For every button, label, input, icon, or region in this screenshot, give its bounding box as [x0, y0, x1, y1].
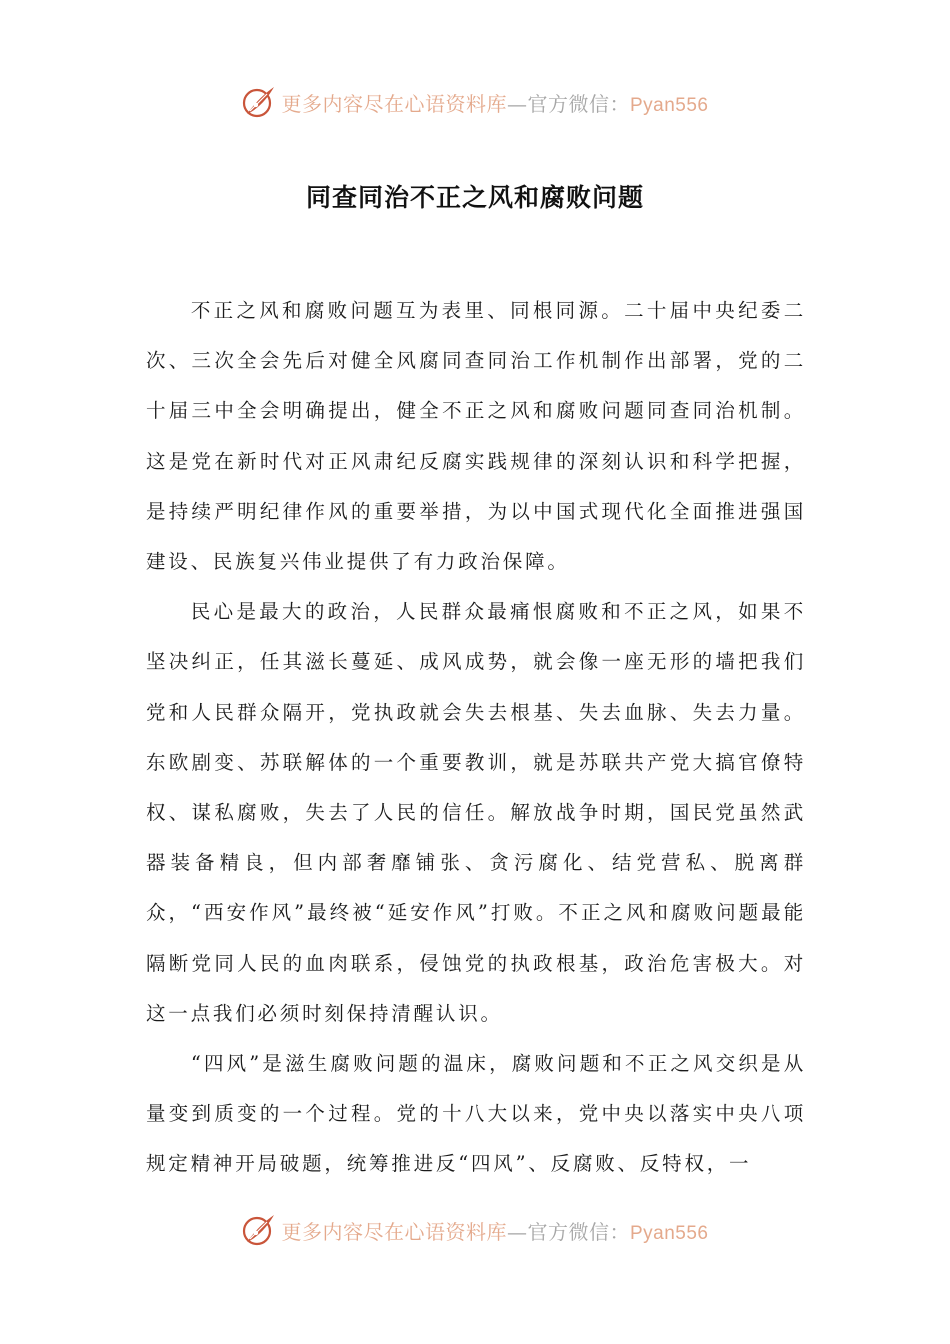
- header-wechat-id: Pyan556: [629, 94, 709, 116]
- paragraph-1: 不正之风和腐败问题互为表里、同根同源。二十届中央纪委二次、三次全会先后对健全风腐同查同治工作机制作出部署，党的二十届三中全会明确提出，健全不正之风和腐败问题同查同治机制。这是党在新时代对正风肃纪反腐实践规律的深刻认识和科学把握，是持续严明纪律作风的重要举措，为以中国式现代化全面推进强国建设、民族复兴伟业提供了有力政治保障。: [146, 299, 806, 574]
- header-separator: —: [506, 91, 528, 116]
- footer-wechat-label: 官方微信：: [527, 1219, 630, 1244]
- paragraph-3: “四风”是滋生腐败问题的温床，腐败问题和不正之风交织是从量变到质变的一个过程。党的十八大以来，党中央以落实中央八项规定精神开局破题，统筹推进反“四风”、反腐败、反特权，一: [146, 1052, 806, 1176]
- header-banner-text: [281, 88, 708, 117]
- quill-pen-icon: [241, 84, 277, 120]
- header-banner: [0, 82, 950, 122]
- paragraph-2: 民心是最大的政治，人民群众最痛恨腐败和不正之风，如果不坚决纠正，任其滋长蔓延、成风成势，就会像一座无形的墙把我们党和人民群众隔开，党执政就会失去根基、失去血脉、失去力量。东欧剧变、苏联解体的一个重要教训，就是苏联共产党大搞官僚特权、谋私腐败，失去了人民的信任。解放战争时期，国民党虽然武器装备精良，但内部奢靡铺张、贪污腐化、结党营私、脱离群众，“西安作风”最终被“延安作风”打败。不正之风和腐败问题最能隔断党同人民的血肉联系，侵蚀党的执政根基，政治危害极大。对这一点我们必须时刻保持清醒认识。: [146, 600, 806, 1025]
- footer-brand-text: 更多内容尽在心语资料库: [281, 1219, 507, 1244]
- footer-separator: —: [506, 1219, 528, 1244]
- document-title: 同查同治不正之风和腐败问题: [305, 183, 644, 212]
- footer-banner-text: [281, 1216, 708, 1245]
- footer-banner: [0, 1210, 950, 1250]
- footer-wechat-id: Pyan556: [629, 1222, 709, 1244]
- header-brand-text: 更多内容尽在心语资料库: [281, 91, 507, 116]
- quill-pen-icon: [241, 1212, 277, 1248]
- header-wechat-label: 官方微信：: [527, 91, 630, 116]
- document-body: [146, 286, 806, 1190]
